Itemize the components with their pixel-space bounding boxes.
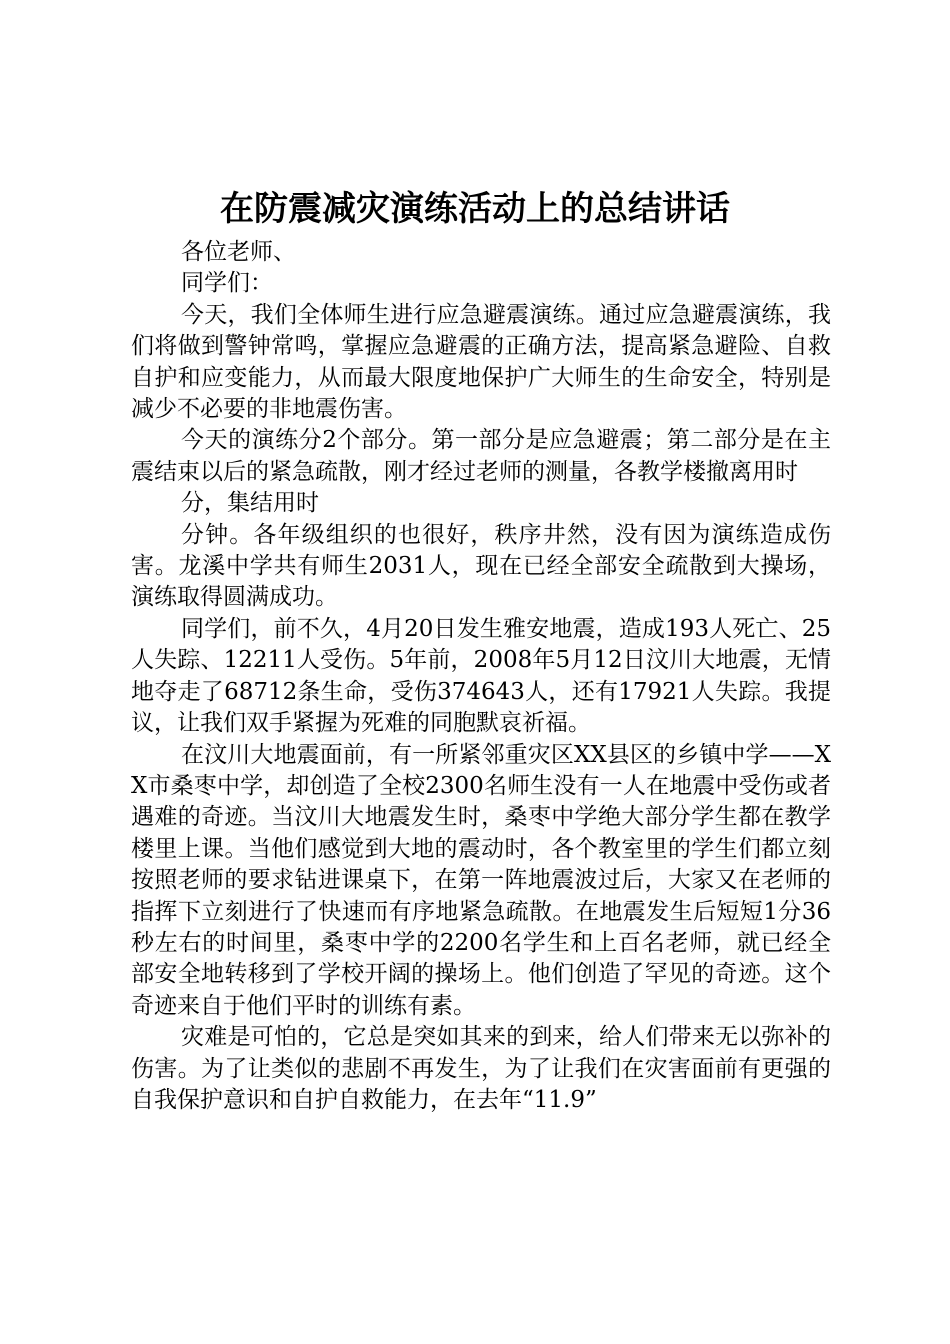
paragraph-drill-result: 分钟。各年级组织的也很好，秩序井然，没有因为演练造成伤害。龙溪中学共有师生2031人，现在已经全部安全疏散到大操场，演练取得圆满成功。 — [131, 521, 831, 611]
paragraph-earthquake-losses: 同学们，前不久，4月20日发生雅安地震，造成193人死亡、25人失踪、12211人受伤。5年前，2008年5月12日汶川大地震，无情地夺走了68712条生命，受伤374643人，还有17921人失踪。我提议，让我们双手紧握为死难的同胞默哀祈福。 — [131, 615, 831, 737]
paragraph-drill-purpose: 今天，我们全体师生进行应急避震演练。通过应急避震演练，我们将做到警钟常鸣，掌握应急避震的正确方法，提高紧急避险、自救自护和应变能力，从而最大限度地保护广大师生的生命安全，特别是减少不必要的非地震伤害。 — [131, 301, 831, 423]
paragraph-assembly-time: 分，集结用时 — [181, 490, 319, 517]
paragraph-disaster-awareness: 灾难是可怕的，它总是突如其来的到来，给人们带来无以弥补的伤害。为了让类似的悲剧不再发生，为了让我们在灾害面前有更强的自我保护意识和自护自救能力，在去年“11.9” — [131, 1024, 831, 1113]
document-title: 在防震减灾演练活动上的总结讲话 — [220, 189, 730, 229]
salutation-students: 同学们： — [181, 270, 273, 297]
document-body — [131, 237, 831, 1116]
paragraph-drill-parts: 今天的演练分2个部分。第一部分是应急避震；第二部分是在主震结束以后的紧急疏散，刚才经过老师的测量，各教学楼撤离用时 — [131, 427, 831, 485]
salutation-teachers: 各位老师、 — [181, 239, 296, 265]
paragraph-sangzao-school: 在汶川大地震面前，有一所紧邻重灾区XX县区的乡镇中学——XX市桑枣中学，却创造了全校2300名师生没有一人在地震中受伤或者遇难的奇迹。当汶川大地震发生时，桑枣中学绝大部分学生都在教学楼里上课。当他们感觉到大地的震动时，各个教室里的学生们都立刻按照老师的要求钻进课桌下，在第一阵地震波过后，大家又在老师的指挥下立刻进行了快速而有序地紧急疏散。在地震发生后短短1分36秒左右的时间里，桑枣中学的2200名学生和上百名老师，就已经全部安全地转移到了学校开阔的操场上。他们创造了罕见的奇迹。这个奇迹来自于他们平时的训练有素。 — [131, 741, 831, 1019]
